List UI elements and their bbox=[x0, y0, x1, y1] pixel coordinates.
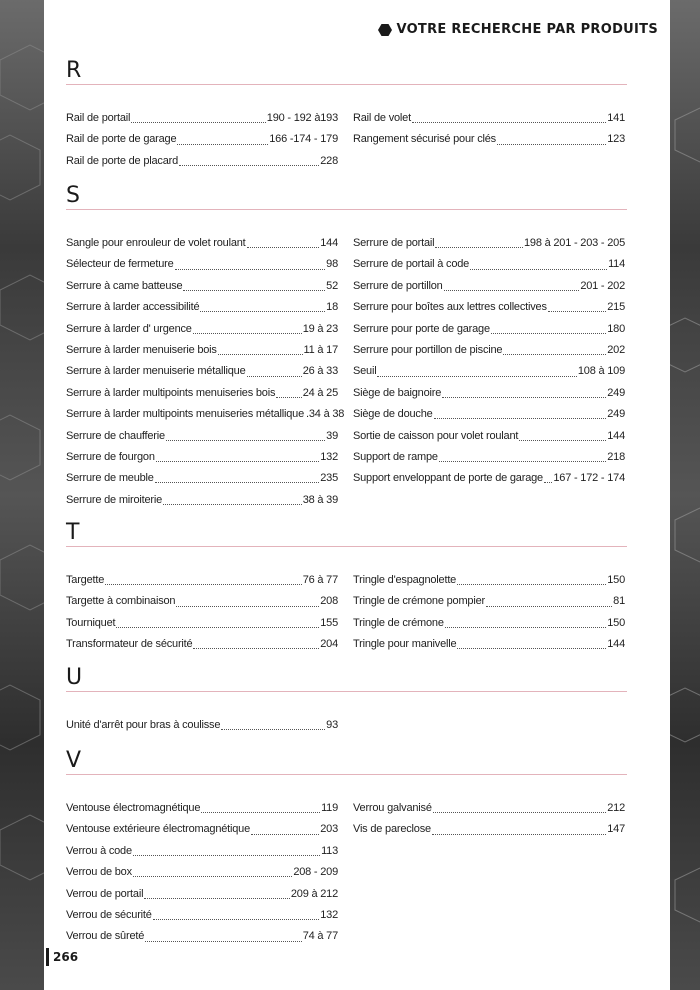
section-letter: S bbox=[66, 183, 80, 208]
right-column bbox=[353, 570, 625, 656]
entry-name: Rangement sécurisé pour clés bbox=[353, 133, 496, 146]
entry-pages: 141 bbox=[607, 112, 625, 124]
index-entry bbox=[66, 634, 338, 655]
index-entry bbox=[353, 254, 625, 275]
entry-pages: 24 à 25 bbox=[302, 386, 338, 399]
index-entry bbox=[66, 297, 338, 318]
dot-leader bbox=[457, 648, 606, 649]
index-entry bbox=[66, 129, 338, 150]
entry-pages: 235 bbox=[320, 472, 338, 485]
index-entry bbox=[353, 634, 625, 655]
entry-pages: 198 à 201 - 203 - 205 bbox=[524, 237, 625, 249]
entry-pages: 190 - 192 à193 bbox=[266, 112, 338, 124]
dot-leader bbox=[276, 397, 301, 398]
entry-pages: 39 bbox=[326, 429, 338, 442]
index-entry bbox=[66, 798, 338, 819]
index-entry bbox=[66, 108, 338, 129]
entry-pages: 74 à 77 bbox=[302, 930, 338, 943]
left-column bbox=[66, 715, 338, 736]
index-entry bbox=[353, 591, 625, 612]
index-entry bbox=[66, 490, 338, 511]
entry-pages: 203 bbox=[320, 823, 338, 836]
section-divider bbox=[66, 546, 627, 547]
entry-name: Sangle pour enrouleur de volet roulant bbox=[66, 237, 246, 249]
left-column bbox=[66, 570, 338, 656]
entry-name: Rail de volet bbox=[353, 112, 411, 124]
index-entry bbox=[66, 383, 338, 404]
entry-name: Ventouse électromagnétique bbox=[66, 802, 201, 814]
dot-leader bbox=[251, 834, 319, 835]
index-entry bbox=[66, 254, 338, 275]
index-entry bbox=[66, 319, 338, 340]
entry-name: Verrou de sécurité bbox=[66, 908, 152, 921]
entry-name: Verrou de portail bbox=[66, 887, 144, 900]
index-entry bbox=[66, 905, 338, 926]
entry-pages: 81 bbox=[613, 595, 625, 608]
dot-leader bbox=[497, 144, 606, 145]
right-column bbox=[353, 108, 625, 151]
entry-name: Tringle de crémone pompier bbox=[353, 595, 485, 608]
entry-pages: 119 bbox=[321, 802, 338, 814]
entry-name: Support de rampe bbox=[353, 450, 438, 463]
entry-name: Sortie de caisson pour volet roulant bbox=[353, 429, 519, 442]
entry-pages: 166 -174 - 179 bbox=[269, 133, 338, 146]
entry-name: Serrure à larder multipoints menuiseries métallique bbox=[66, 408, 305, 421]
dot-leader bbox=[176, 606, 319, 607]
hexagon-pattern-left bbox=[0, 0, 44, 990]
index-entry bbox=[353, 319, 625, 340]
index-entry bbox=[66, 884, 338, 905]
index-entry bbox=[353, 340, 625, 361]
dot-leader bbox=[544, 482, 552, 483]
entry-name: Tringle pour manivelle bbox=[353, 638, 457, 651]
dot-leader bbox=[412, 122, 606, 123]
entry-pages: 19 à 23 bbox=[302, 322, 338, 335]
section-t bbox=[66, 520, 627, 651]
dot-leader bbox=[435, 247, 523, 248]
entry-name: Serrure de fourgon bbox=[66, 450, 155, 463]
dot-leader bbox=[434, 418, 607, 419]
dot-leader bbox=[221, 729, 325, 730]
left-column bbox=[66, 233, 345, 511]
entry-pages: 218 bbox=[607, 450, 625, 463]
entry-name: Ventouse extérieure électromagnétique bbox=[66, 823, 251, 836]
section-divider bbox=[66, 691, 627, 692]
entry-pages: 144 bbox=[607, 638, 625, 651]
entry-pages: 209 à 212 bbox=[290, 887, 338, 900]
dot-leader bbox=[433, 812, 606, 813]
section-letter: T bbox=[66, 520, 80, 545]
index-entry bbox=[66, 447, 338, 468]
left-column bbox=[66, 798, 338, 948]
section-letter: U bbox=[66, 665, 83, 690]
index-entry bbox=[66, 468, 338, 489]
index-entry bbox=[66, 926, 338, 947]
entry-name: Tourniquet bbox=[66, 616, 116, 629]
dot-leader bbox=[133, 855, 320, 856]
entry-pages: 52 bbox=[326, 279, 338, 292]
index-entry bbox=[66, 841, 338, 862]
entry-name: Targette à combinaison bbox=[66, 595, 176, 608]
section-divider bbox=[66, 84, 627, 85]
dot-leader bbox=[179, 165, 319, 166]
index-entry bbox=[66, 404, 345, 425]
entry-name: Serrure à larder multipoints menuiseries bois bbox=[66, 386, 276, 399]
entry-name: Serrure pour portillon de piscine bbox=[353, 343, 503, 356]
section-v bbox=[66, 748, 627, 943]
dot-leader bbox=[457, 584, 606, 585]
entry-pages: 150 bbox=[607, 574, 625, 586]
index-entry bbox=[353, 233, 625, 254]
entry-pages: 155 bbox=[320, 616, 338, 629]
dot-leader bbox=[116, 627, 319, 628]
entry-pages: 113 bbox=[321, 844, 338, 857]
entry-name: Serrure à larder menuiserie métallique bbox=[66, 365, 246, 378]
entry-pages: .34 à 38 bbox=[306, 408, 345, 421]
entry-pages: 228 bbox=[320, 154, 338, 167]
dot-leader bbox=[432, 834, 606, 835]
dot-leader bbox=[144, 898, 290, 899]
index-entry bbox=[353, 404, 625, 425]
header-title: VOTRE RECHERCHE PAR PRODUITS bbox=[396, 22, 658, 37]
right-decorative-border bbox=[670, 0, 700, 990]
left-decorative-border bbox=[0, 0, 44, 990]
entry-name: Seuil bbox=[353, 365, 377, 378]
index-entry bbox=[66, 613, 338, 634]
entry-pages: 204 bbox=[320, 638, 338, 651]
dot-leader bbox=[548, 311, 606, 312]
entry-pages: 108 à 109 bbox=[577, 365, 625, 378]
dot-leader bbox=[166, 440, 325, 441]
page-number-bar bbox=[46, 948, 49, 966]
index-entry bbox=[66, 591, 338, 612]
dot-leader bbox=[177, 144, 268, 145]
index-entry bbox=[353, 361, 625, 382]
dot-leader bbox=[470, 269, 607, 270]
entry-name: Serrure de portillon bbox=[353, 279, 443, 292]
dot-leader bbox=[486, 606, 612, 607]
entry-name: Siège de douche bbox=[353, 408, 433, 421]
index-entry bbox=[353, 570, 625, 591]
dot-leader bbox=[442, 397, 606, 398]
index-entry bbox=[353, 613, 625, 634]
dot-leader bbox=[193, 333, 302, 334]
dot-leader bbox=[519, 440, 606, 441]
index-entry bbox=[66, 361, 338, 382]
index-entry bbox=[66, 276, 338, 297]
entry-name: Vis de pareclose bbox=[353, 823, 431, 836]
dot-leader bbox=[444, 290, 580, 291]
entry-pages: 38 à 39 bbox=[302, 493, 338, 506]
entry-name: Tringle de crémone bbox=[353, 616, 444, 629]
left-column bbox=[66, 108, 338, 172]
index-entry bbox=[353, 276, 625, 297]
page-number bbox=[46, 948, 78, 966]
index-entry bbox=[353, 383, 625, 404]
section-u bbox=[66, 665, 627, 731]
section-s bbox=[66, 183, 627, 506]
entry-name: Targette bbox=[66, 574, 105, 586]
dot-leader bbox=[247, 376, 302, 377]
index-entry bbox=[353, 798, 625, 819]
section-letter: V bbox=[66, 748, 82, 773]
right-column bbox=[353, 798, 625, 841]
hexagon-icon bbox=[378, 23, 392, 37]
entry-name: Siège de baignoire bbox=[353, 386, 442, 399]
entry-name: Verrou de box bbox=[66, 866, 132, 879]
dot-leader bbox=[247, 247, 320, 248]
entry-pages: 144 bbox=[607, 429, 625, 442]
index-entry bbox=[353, 819, 625, 840]
dot-leader bbox=[218, 354, 303, 355]
dot-leader bbox=[175, 269, 326, 270]
entry-pages: 215 bbox=[607, 301, 625, 314]
index-entry bbox=[353, 108, 625, 129]
entry-pages: 208 bbox=[320, 595, 338, 608]
right-column bbox=[353, 233, 625, 490]
entry-name: Serrure de portail à code bbox=[353, 258, 470, 271]
section-r bbox=[66, 58, 627, 167]
entry-pages: 180 bbox=[607, 322, 625, 335]
entry-pages: 18 bbox=[326, 301, 338, 314]
index-entry bbox=[66, 233, 338, 254]
entry-pages: 202 bbox=[607, 343, 625, 356]
dot-leader bbox=[491, 333, 606, 334]
entry-name: Rail de porte de placard bbox=[66, 154, 178, 167]
index-entry bbox=[66, 570, 338, 591]
entry-pages: 150 bbox=[607, 616, 625, 629]
dot-leader bbox=[131, 122, 266, 123]
dot-leader bbox=[445, 627, 606, 628]
hexagon-pattern-right bbox=[670, 0, 700, 990]
entry-name: Transformateur de sécurité bbox=[66, 638, 193, 651]
index-entry bbox=[66, 151, 338, 172]
entry-name: Serrure pour porte de garage bbox=[353, 322, 490, 335]
entry-name: Serrure de chaufferie bbox=[66, 429, 165, 442]
entry-name: Serrure à came batteuse bbox=[66, 279, 183, 292]
entry-name: Rail de portail bbox=[66, 112, 131, 124]
entry-pages: 26 à 33 bbox=[302, 365, 338, 378]
entry-name: Rail de porte de garage bbox=[66, 133, 177, 146]
page-header bbox=[378, 22, 658, 37]
dot-leader bbox=[200, 311, 325, 312]
entry-name: Verrou à code bbox=[66, 844, 132, 857]
index-entry bbox=[353, 468, 625, 489]
section-divider bbox=[66, 209, 627, 210]
entry-pages: 114 bbox=[608, 258, 625, 271]
index-entry bbox=[66, 715, 338, 736]
entry-pages: 76 à 77 bbox=[302, 574, 338, 586]
entry-name: Verrou galvanisé bbox=[353, 802, 432, 814]
index-entry bbox=[66, 819, 338, 840]
section-letter: R bbox=[66, 58, 82, 83]
dot-leader bbox=[183, 290, 325, 291]
dot-leader bbox=[503, 354, 606, 355]
entry-name: Verrou de sûreté bbox=[66, 930, 145, 943]
entry-pages: 98 bbox=[326, 258, 338, 271]
index-entry bbox=[66, 340, 338, 361]
dot-leader bbox=[105, 584, 302, 585]
dot-leader bbox=[156, 461, 319, 462]
dot-leader bbox=[377, 376, 576, 377]
entry-name: Support enveloppant de porte de garage bbox=[353, 472, 543, 485]
entry-name: Tringle d'espagnolette bbox=[353, 574, 457, 586]
dot-leader bbox=[155, 482, 320, 483]
dot-leader bbox=[193, 648, 319, 649]
entry-pages: 132 bbox=[320, 450, 338, 463]
entry-pages: 93 bbox=[326, 719, 338, 731]
entry-pages: 147 bbox=[607, 823, 625, 836]
page-number-text: 266 bbox=[53, 950, 79, 964]
entry-name: Serrure à larder d' urgence bbox=[66, 322, 192, 335]
entry-pages: 123 bbox=[607, 133, 625, 146]
index-entry bbox=[353, 297, 625, 318]
entry-pages: 132 bbox=[320, 908, 338, 921]
entry-name: Serrure pour boîtes aux lettres collectives bbox=[353, 301, 547, 314]
dot-leader bbox=[439, 461, 606, 462]
entry-pages: 249 bbox=[607, 386, 625, 399]
dot-leader bbox=[163, 504, 302, 505]
index-entry bbox=[353, 426, 625, 447]
index-entry bbox=[353, 447, 625, 468]
entry-name: Serrure de miroiterie bbox=[66, 493, 163, 506]
entry-pages: 144 bbox=[320, 237, 338, 249]
entry-pages: 11 à 17 bbox=[303, 343, 338, 356]
index-entry bbox=[66, 426, 338, 447]
entry-name: Sélecteur de fermeture bbox=[66, 258, 174, 271]
section-divider bbox=[66, 774, 627, 775]
dot-leader bbox=[201, 812, 320, 813]
entry-pages: 249 bbox=[607, 408, 625, 421]
entry-name: Serrure de portail bbox=[353, 237, 435, 249]
entry-pages: 212 bbox=[607, 802, 625, 814]
entry-pages: 167 - 172 - 174 bbox=[553, 472, 625, 485]
entry-name: Serrure de meuble bbox=[66, 472, 154, 485]
entry-name: Serrure à larder menuiserie bois bbox=[66, 343, 217, 356]
entry-name: Serrure à larder accessibilité bbox=[66, 301, 200, 314]
dot-leader bbox=[153, 919, 320, 920]
entry-pages: 201 - 202 bbox=[580, 279, 625, 292]
entry-pages: 208 - 209 bbox=[293, 866, 338, 879]
dot-leader bbox=[133, 876, 292, 877]
index-entry bbox=[353, 129, 625, 150]
entry-name: Unité d'arrêt pour bras à coulisse bbox=[66, 719, 221, 731]
dot-leader bbox=[145, 941, 302, 942]
index-entry bbox=[66, 862, 338, 883]
